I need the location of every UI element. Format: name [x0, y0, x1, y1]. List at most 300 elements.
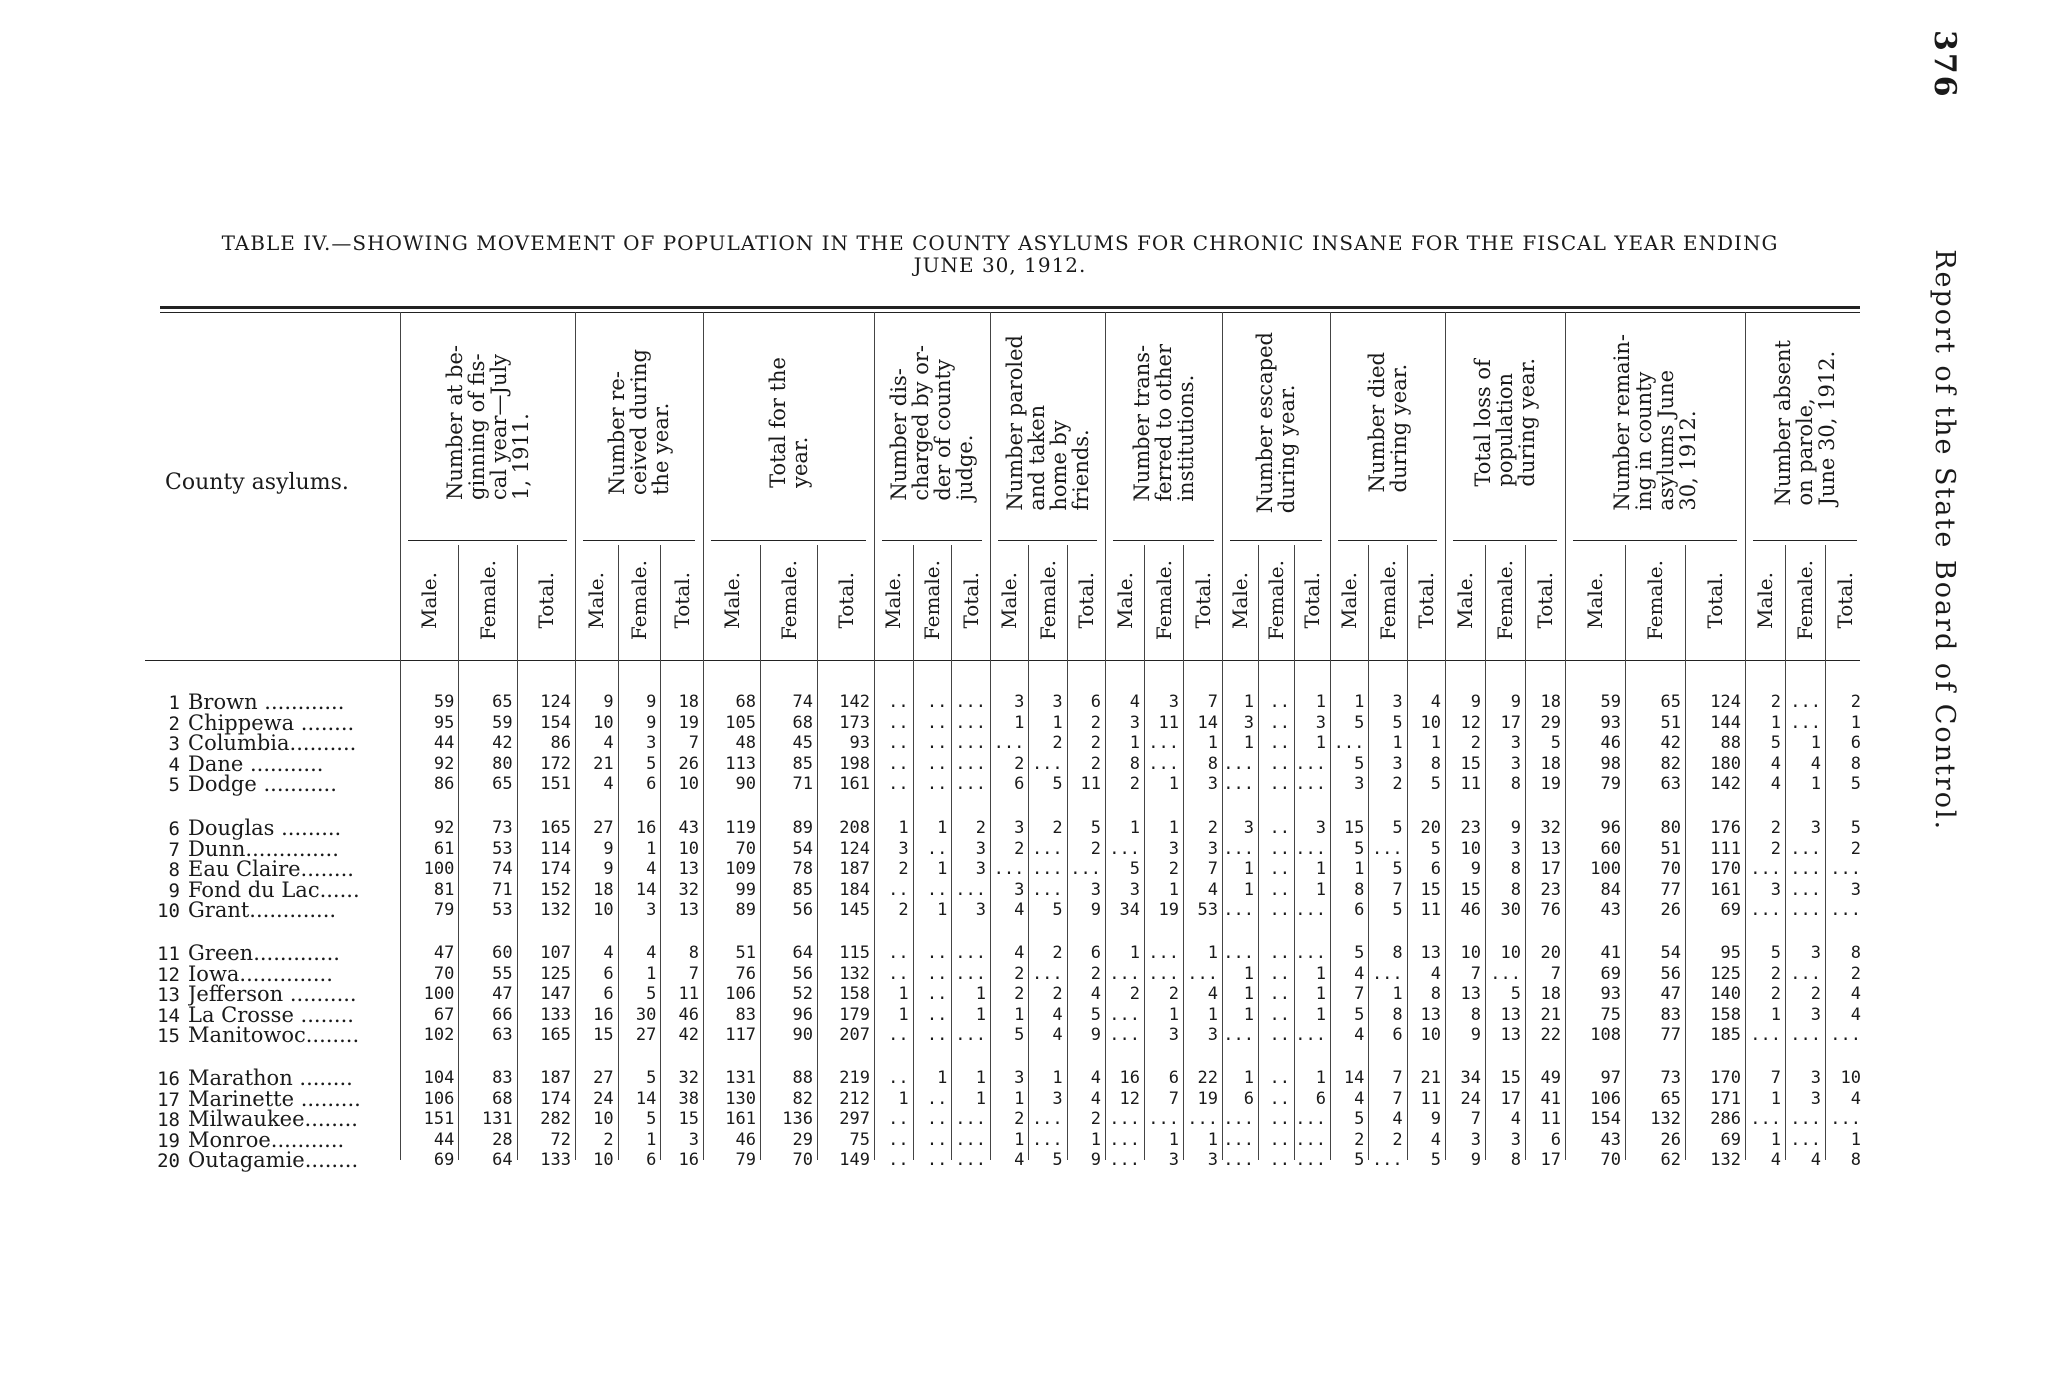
table-cell: 62 [1660, 1150, 1681, 1170]
column-group-header [575, 310, 703, 535]
table-cell: 20 [1420, 818, 1441, 838]
table-cell: 1 [1850, 1129, 1861, 1150]
table-cell: ... [1295, 1025, 1326, 1045]
table-cell: 9 [646, 692, 657, 712]
table-cell: 5 [646, 1068, 657, 1088]
table-cell: ... [1790, 1025, 1821, 1045]
table-cell: 2 [1392, 774, 1403, 794]
table-cell: .. [888, 712, 909, 733]
table-cell: 44 [433, 1129, 455, 1150]
table-cell: 1 [1168, 1004, 1179, 1025]
table-cell: 5 [1090, 818, 1101, 838]
column-subheader [662, 545, 702, 655]
table-cell: ... [955, 1129, 986, 1150]
row-number: 12 [157, 963, 180, 986]
table-cell: 4 [1810, 1150, 1821, 1170]
table-cell: 1 [1850, 712, 1861, 733]
table-cell: 140 [1710, 984, 1741, 1004]
table-cell: 1 [1770, 1088, 1781, 1109]
table-cell: 8 [1470, 1004, 1481, 1025]
table-cell: ... [1148, 1109, 1179, 1129]
table-cell: 108 [1590, 1025, 1621, 1045]
table-cell: .. [888, 1109, 909, 1129]
table-cell: ... [1223, 1150, 1254, 1170]
table-cell: 83 [1660, 1004, 1681, 1025]
table-cell: 1 [1090, 1129, 1101, 1150]
table-cell: .. [926, 879, 948, 900]
column-subheader [1066, 545, 1106, 655]
table-cell: 158 [839, 984, 870, 1004]
table-cell: 19 [1197, 1088, 1218, 1109]
table-cell: 13 [678, 900, 699, 920]
table-cell: .. [926, 712, 948, 733]
table-cell: ... [1750, 900, 1781, 920]
table-cell: 26 [1660, 1129, 1681, 1150]
table-cell: 2 [1470, 733, 1481, 753]
table-cell: 18 [1540, 753, 1561, 774]
table-cell: .. [926, 1025, 948, 1045]
county-name: Brown ............ [188, 690, 345, 714]
table-cell: 106 [1590, 1088, 1621, 1109]
table-cell: 68 [492, 1088, 513, 1109]
column-subheader-text: Female. [1793, 559, 1817, 641]
table-cell: .. [1269, 900, 1290, 920]
table-cell: 18 [678, 692, 699, 712]
column-subheader [468, 545, 508, 655]
row-number: 16 [157, 1068, 180, 1090]
column-subheader-text: Male. [1583, 571, 1607, 629]
column-group-header-text: Number trans- ferred to other institutions. [1129, 343, 1198, 502]
table-cell: .. [1269, 1088, 1290, 1109]
table-cell: ... [1031, 879, 1063, 900]
table-cell: 1 [1810, 733, 1821, 753]
table-cell: 219 [839, 1068, 870, 1088]
subcolumn-divider [760, 545, 761, 1160]
table-cell: 107 [540, 943, 571, 963]
table-cell: 15 [1460, 879, 1481, 900]
group-underline [1453, 540, 1557, 541]
table-cell: 8 [1510, 774, 1521, 794]
top-rule [160, 306, 1860, 309]
table-cell: 7 [688, 963, 699, 984]
table-cell: ... [1223, 1025, 1254, 1045]
table-cell: 1 [937, 859, 948, 879]
table-cell: 17 [1500, 1088, 1521, 1109]
table-cell: 1 [898, 1004, 909, 1025]
row-number: 19 [157, 1129, 180, 1152]
table-cell: 10 [593, 1109, 614, 1129]
table-cell: 16 [593, 1004, 614, 1025]
table-cell: 5 [1430, 838, 1441, 859]
table-cell: 1 [937, 818, 948, 838]
table-cell: .. [926, 963, 948, 984]
table-cell: 30 [635, 1004, 657, 1025]
table-cell: 2 [1850, 838, 1861, 859]
table-cell: 187 [839, 859, 870, 879]
table-cell: 7 [688, 733, 699, 753]
table-cell: 53 [492, 900, 513, 920]
table-cell: 59 [492, 712, 513, 733]
table-cell: 5 [1052, 1150, 1063, 1170]
row-number: 15 [157, 1025, 180, 1047]
table-cell: 76 [1540, 900, 1561, 920]
table-cell: 14 [635, 1088, 657, 1109]
row-number: 1 [168, 692, 180, 714]
column-group-header [990, 310, 1105, 535]
table-cell: 21 [593, 753, 614, 774]
column-subheader [826, 545, 866, 655]
table-cell: ... [1371, 838, 1403, 859]
table-cell: 75 [849, 1129, 870, 1150]
table-cell: 4 [1354, 1025, 1365, 1045]
column-group-header-text: Number re- ceived during the year. [605, 349, 673, 496]
column-group-header [1222, 310, 1330, 535]
table-cell: 5 [1430, 774, 1441, 794]
table-cell: 10 [678, 774, 699, 794]
table-cell: 9 [1090, 1025, 1101, 1045]
table-cell: 130 [725, 1088, 756, 1109]
table-cell: 95 [1720, 943, 1741, 963]
table-cell: 2 [1014, 753, 1025, 774]
table-cell: .. [1269, 712, 1290, 733]
table-cell: 20 [1540, 943, 1561, 963]
table-cell: 6 [646, 1150, 657, 1170]
table-cell: 13 [1420, 1004, 1441, 1025]
table-cell: 6 [1090, 692, 1101, 712]
table-cell: 1 [898, 1088, 909, 1109]
table-cell: 7 [1470, 963, 1481, 984]
table-cell: 1 [937, 1068, 948, 1088]
table-cell: 92 [433, 818, 455, 838]
table-cell: ... [1830, 1109, 1861, 1129]
table-cell: 10 [1460, 838, 1481, 859]
table-cell: 1 [1168, 774, 1179, 794]
table-cell: 2 [1770, 838, 1781, 859]
table-cell: 13 [678, 859, 699, 879]
column-subheader [1105, 545, 1145, 655]
table-cell: 286 [1710, 1109, 1741, 1129]
table-cell: 170 [1710, 1068, 1741, 1088]
table-cell: 82 [792, 1088, 813, 1109]
table-cell: 5 [1510, 984, 1521, 1004]
table-cell: 1 [1129, 943, 1140, 963]
table-cell: ... [1187, 1109, 1218, 1129]
table-cell: 3 [1510, 733, 1521, 753]
table-cell: 15 [1343, 818, 1365, 838]
table-cell: 9 [1430, 1109, 1441, 1129]
column-subheader-text: Female. [920, 559, 944, 641]
table-cell: 47 [1660, 984, 1681, 1004]
table-cell: 142 [839, 692, 870, 712]
table-cell: 6 [1168, 1068, 1179, 1088]
table-cell: 17 [1540, 1150, 1561, 1170]
table-cell: 8 [1392, 943, 1403, 963]
table-cell: 19 [1540, 774, 1561, 794]
table-cell: 75 [1600, 1004, 1621, 1025]
table-cell: .. [1269, 943, 1290, 963]
table-cell: 80 [492, 753, 513, 774]
table-cell: 6 [603, 963, 614, 984]
table-cell: 42 [492, 733, 513, 753]
group-underline [1573, 540, 1737, 541]
table-cell: 76 [735, 963, 756, 984]
table-cell: 132 [1650, 1109, 1681, 1129]
subcolumn-divider [1625, 545, 1626, 1160]
table-cell: .. [888, 1150, 909, 1170]
column-group-header [400, 310, 575, 535]
table-cell: ... [1031, 1109, 1063, 1129]
table-cell: 5 [1850, 774, 1861, 794]
table-cell: 8 [1430, 984, 1441, 1004]
table-cell: 142 [1710, 774, 1741, 794]
table-cell: 5 [1052, 774, 1063, 794]
table-cell: 18 [1540, 692, 1561, 712]
column-group-header [1565, 310, 1745, 535]
table-cell: 6 [1392, 1025, 1403, 1045]
table-cell: ... [1295, 1109, 1326, 1129]
table-cell: 3 [1392, 692, 1403, 712]
table-cell: 2 [1168, 984, 1179, 1004]
table-cell: 4 [1430, 1129, 1441, 1150]
table-cell: 3 [1354, 774, 1365, 794]
table-cell: 3 [1510, 1129, 1521, 1150]
table-cell: 46 [1600, 733, 1621, 753]
table-cell: 3 [975, 900, 986, 920]
table-cell: 5 [1354, 838, 1365, 859]
table-cell: ... [955, 774, 986, 794]
table-cell: 4 [1850, 1004, 1861, 1025]
table-cell: 6 [1315, 1088, 1326, 1109]
table-cell: 8 [1850, 753, 1861, 774]
column-subheader-text: Male. [1112, 571, 1137, 629]
table-cell: 15 [1420, 879, 1441, 900]
table-cell: 2 [1354, 1129, 1365, 1150]
table-cell: 42 [678, 1025, 699, 1045]
table-cell: 154 [540, 712, 571, 733]
table-cell: ... [1295, 774, 1326, 794]
table-cell: 8 [1430, 753, 1441, 774]
table-cell: 133 [540, 1004, 571, 1025]
table-cell: 51 [735, 943, 756, 963]
table-cell: 1 [1243, 859, 1254, 879]
table-cell: 4 [1510, 1109, 1521, 1129]
table-cell: 132 [839, 963, 870, 984]
column-subheader-text: Male. [881, 571, 906, 629]
table-cell: 154 [1590, 1109, 1621, 1129]
row-number: 7 [168, 838, 180, 861]
table-cell: 86 [550, 733, 571, 753]
table-cell: 8 [1354, 879, 1365, 900]
table-cell: .. [1269, 818, 1290, 838]
table-cell: 2 [603, 1129, 614, 1150]
table-cell: 5 [1850, 818, 1861, 838]
column-group-divider [400, 312, 401, 1160]
table-cell: .. [926, 1109, 948, 1129]
column-subheader-text: Female. [1493, 559, 1517, 641]
table-cell: 2 [1129, 984, 1140, 1004]
table-cell: 1 [1014, 1088, 1025, 1109]
table-cell: 131 [481, 1109, 513, 1129]
table-cell: 133 [540, 1150, 571, 1170]
county-name: Milwaukee........ [188, 1107, 358, 1131]
table-cell: 1 [1207, 733, 1218, 753]
table-cell: ... [1031, 753, 1063, 774]
table-cell: 5 [1392, 818, 1403, 838]
table-cell: .. [926, 984, 948, 1004]
column-subheader [1329, 545, 1369, 655]
column-group-header-text: Number paroled and taken home by friends. [1002, 334, 1093, 511]
table-cell: ... [1148, 733, 1179, 753]
table-cell: 2 [1168, 859, 1179, 879]
table-cell: ... [1295, 753, 1326, 774]
table-cell: 4 [1770, 774, 1781, 794]
table-cell: 1 [1315, 859, 1326, 879]
table-cell: 3 [1810, 1004, 1821, 1025]
table-cell: 32 [678, 879, 699, 900]
table-cell: 5 [1354, 1109, 1365, 1129]
table-cell: ... [1187, 963, 1218, 984]
table-cell: 3 [1315, 818, 1326, 838]
table-cell: 9 [1470, 1025, 1481, 1045]
table-cell: 2 [898, 900, 909, 920]
table-cell: 1 [1014, 712, 1025, 733]
table-cell: 152 [540, 879, 571, 900]
row-number: 13 [157, 984, 180, 1006]
table-cell: 1 [1354, 692, 1365, 712]
column-subheader-text: Male. [1753, 571, 1777, 629]
table-cell: ... [1295, 1129, 1326, 1150]
county-name: Iowa.............. [188, 961, 333, 986]
table-cell: 2 [1810, 984, 1821, 1004]
table-cell: 9 [1470, 859, 1481, 879]
table-cell: .. [1269, 963, 1290, 984]
table-cell: 32 [678, 1068, 699, 1088]
table-cell: 4 [1014, 900, 1025, 920]
table-cell: 2 [1052, 943, 1063, 963]
table-cell: ... [955, 753, 986, 774]
table-cell: 9 [646, 712, 657, 733]
table-cell: 3 [1168, 838, 1179, 859]
table-cell: 65 [492, 692, 513, 712]
table-cell: 2 [1090, 838, 1101, 859]
table-cell: ... [1148, 943, 1179, 963]
table-cell: 3 [975, 838, 986, 859]
table-cell: 3 [1315, 712, 1326, 733]
table-cell: 54 [1660, 943, 1681, 963]
row-number: 3 [168, 733, 180, 755]
table-cell: 18 [593, 879, 614, 900]
table-cell: 113 [725, 753, 756, 774]
group-underline [1753, 540, 1857, 541]
table-cell: 4 [1129, 692, 1140, 712]
table-cell: 8 [1129, 753, 1140, 774]
county-name: Dunn.............. [188, 836, 339, 861]
table-cell: 22 [1197, 1068, 1218, 1088]
table-cell: 56 [792, 963, 813, 984]
table-cell: 9 [1510, 692, 1521, 712]
table-cell: ... [1830, 1025, 1861, 1045]
table-cell: 46 [735, 1129, 756, 1150]
table-cell: 89 [735, 900, 756, 920]
column-subheader-text: Total. [958, 571, 983, 629]
table-cell: 43 [1600, 1129, 1621, 1150]
table-cell: ... [1750, 1109, 1781, 1129]
table-cell: 15 [1460, 753, 1481, 774]
table-cell: 282 [540, 1109, 571, 1129]
table-cell: 115 [839, 943, 870, 963]
table-cell: 26 [1660, 900, 1681, 920]
table-cell: 2 [1052, 818, 1063, 838]
table-cell: 5 [1354, 1004, 1365, 1025]
table-cell: ... [1750, 1025, 1781, 1045]
table-cell: 1 [1243, 692, 1254, 712]
table-cell: ... [1223, 943, 1254, 963]
table-cell: 6 [603, 984, 614, 1004]
table-cell: 5 [1014, 1025, 1025, 1045]
county-name: Monroe........... [188, 1127, 345, 1152]
table-cell: 3 [1243, 818, 1254, 838]
table-cell: ... [955, 879, 986, 900]
table-cell: 7 [1550, 963, 1561, 984]
table-cell: 51 [1660, 838, 1681, 859]
column-subheader-text: Male. [417, 571, 442, 629]
table-cell: ... [1148, 753, 1179, 774]
column-group-header-text: Number remain- ing in county asylums June 30, 1912. [1610, 334, 1700, 511]
table-cell: 47 [492, 984, 513, 1004]
table-cell: 11 [1080, 774, 1101, 794]
table-cell: 132 [540, 900, 571, 920]
column-subheader-text: Total. [1533, 571, 1557, 629]
column-group-header [1105, 310, 1222, 535]
table-cell: 207 [839, 1025, 870, 1045]
table-cell: 1 [1243, 879, 1254, 900]
table-cell: 46 [1460, 900, 1481, 920]
county-name: Outagamie........ [188, 1148, 359, 1172]
table-cell: ... [1031, 963, 1063, 984]
table-cell: 4 [1430, 692, 1441, 712]
row-number: 5 [168, 774, 180, 796]
table-cell: 69 [1600, 963, 1621, 984]
table-cell: ... [1070, 859, 1101, 879]
table-cell: .. [926, 1088, 948, 1109]
row-number: 17 [157, 1088, 180, 1111]
table-cell: 46 [678, 1004, 699, 1025]
table-cell: 3 [1014, 879, 1025, 900]
column-subheader-text: Female. [1375, 559, 1400, 641]
table-cell: 151 [540, 774, 571, 794]
group-underline [408, 540, 567, 541]
row-number: 2 [168, 712, 180, 735]
table-cell: 60 [492, 943, 513, 963]
table-cell: 23 [1540, 879, 1561, 900]
table-cell: ... [1830, 859, 1861, 879]
table-cell: 10 [1500, 943, 1521, 963]
table-cell: 3 [1810, 1068, 1821, 1088]
column-group-header [1445, 310, 1565, 535]
table-cell: 3 [688, 1129, 699, 1150]
county-name: Columbia.......... [188, 731, 357, 755]
running-head [1927, 30, 1962, 831]
table-cell: 1 [1392, 733, 1403, 753]
table-cell: 34 [1119, 900, 1140, 920]
table-cell: 6 [1014, 774, 1025, 794]
table-cell: 23 [1460, 818, 1481, 838]
table-cell: 90 [792, 1025, 813, 1045]
table-cell: .. [1269, 1150, 1290, 1170]
table-cell: 54 [792, 838, 813, 859]
table-cell: ... [1109, 1004, 1140, 1025]
table-cell: 47 [433, 943, 455, 963]
